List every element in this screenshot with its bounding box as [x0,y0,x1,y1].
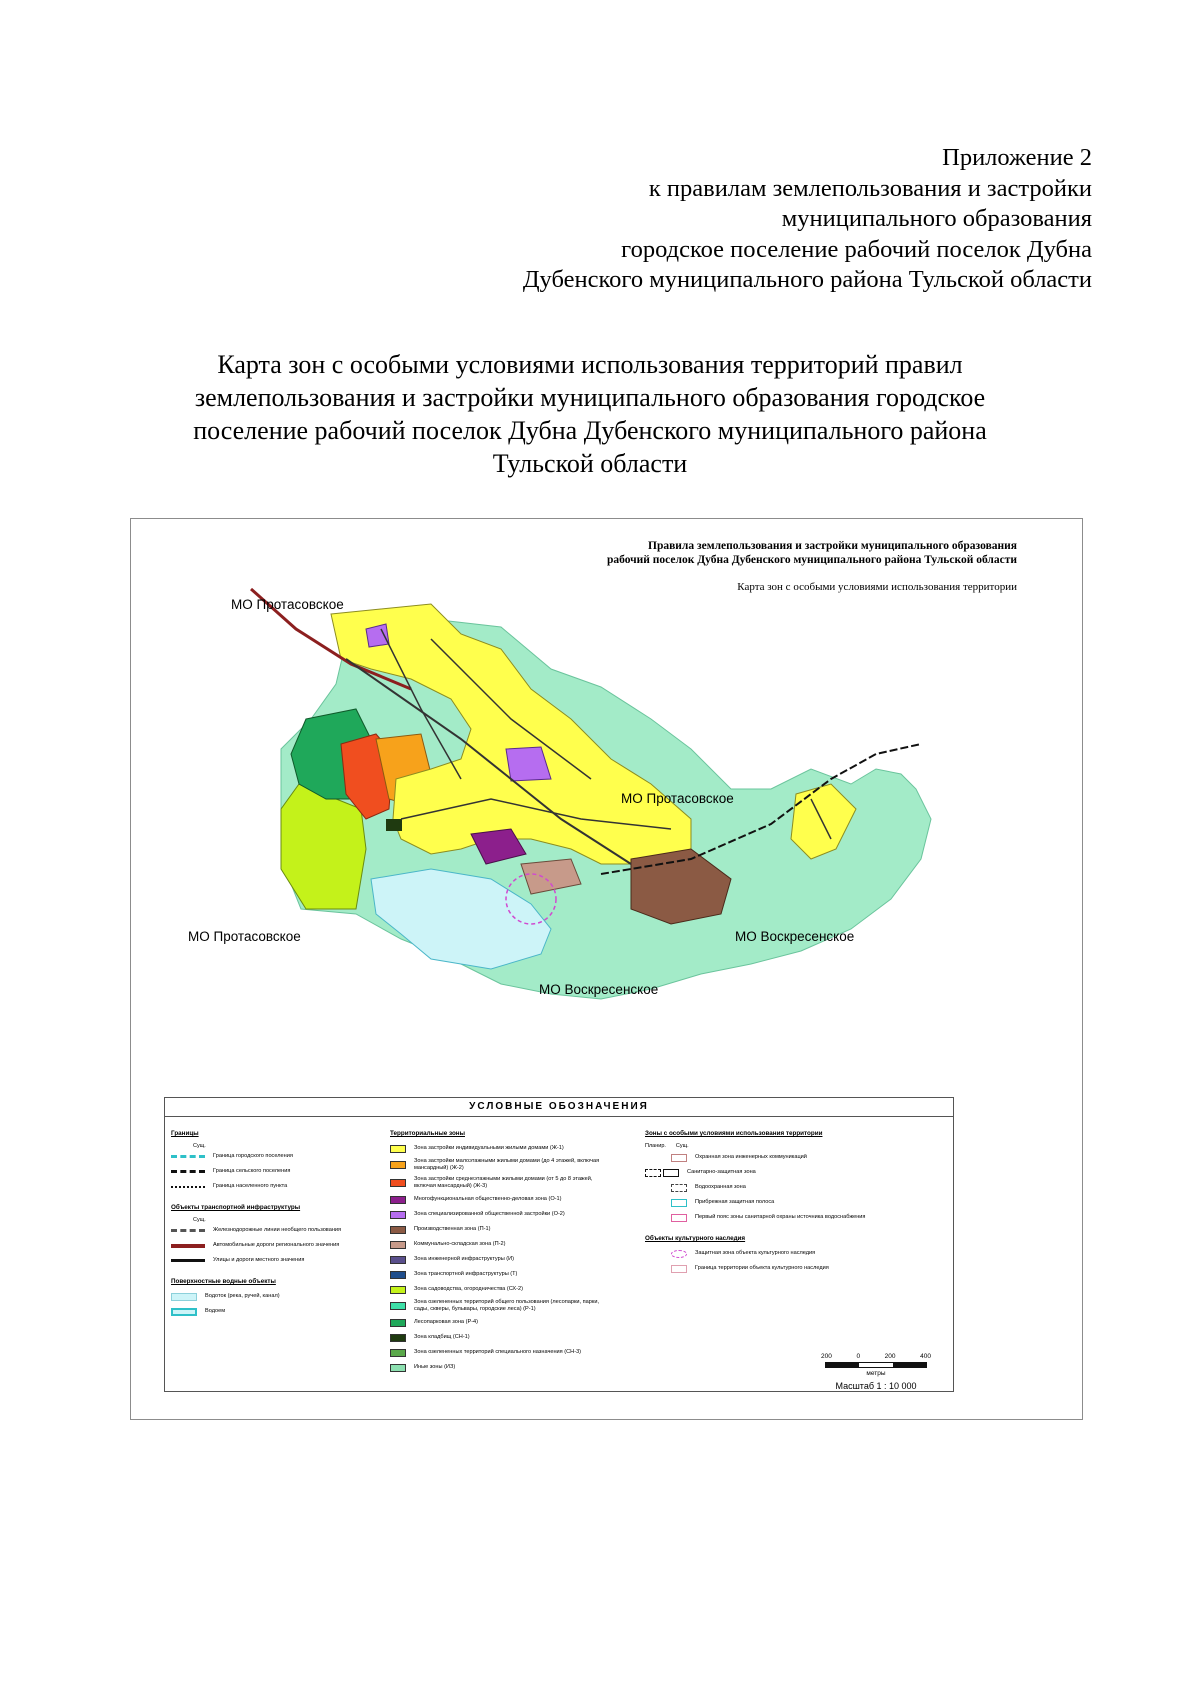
title-line: землепользования и застройки муниципального образования городское [194,383,986,412]
legend-item [171,1240,371,1251]
sanitary-zone-swatch [663,1169,679,1177]
legend-item [171,1306,371,1317]
map-header-line: Правила землепользования и застройки муниципального образования [648,540,1017,552]
legend-item [645,1248,895,1259]
legend-label: Зона специализированной общественной застройки (О-2) [414,1211,565,1217]
legend-item [171,1151,371,1162]
neighbor-label: МО Протасовское [188,929,301,944]
legend-heading: Объекты культурного наследия [645,1235,746,1242]
legend-item [390,1158,610,1172]
legend-item [645,1263,895,1274]
legend-label: Иные зоны (ИЗ) [414,1364,456,1370]
neighbor-label: МО Протасовское [231,597,344,612]
scale-tick: 200 [884,1353,896,1360]
neighbor-label: МО Воскресенское [735,929,855,944]
legend-label: Граница территории объекта культурного наследия [695,1265,829,1271]
map-subtitle: Карта зон с особыми условиями использования территории [737,581,1017,593]
legend-label: Граница сельского поселения [213,1168,291,1174]
legend-item [171,1166,371,1177]
legend-item [390,1224,610,1235]
legend-item [390,1209,610,1220]
scale-tick: 200 [821,1353,832,1360]
legend-item [171,1181,371,1192]
legend-item [390,1347,610,1358]
legend-label: Прибрежная защитная полоса [695,1199,775,1205]
legend-label: Водоохранная зона [695,1184,746,1190]
legend-sub: Сущ. [675,1143,689,1149]
scale-unit: метры [866,1370,886,1377]
watercourse-swatch [171,1293,197,1301]
scale-tick: 0 [856,1353,861,1360]
appendix-line: к правилам землепользования и застройки [648,174,1092,202]
zone-swatch [390,1334,406,1342]
legend-item [390,1269,610,1280]
legend-subheads [645,1143,895,1149]
zone-swatch [390,1302,406,1310]
legend-item [390,1143,610,1154]
legend-label: Зона застройки малоэтажными жилыми домами (до 4 этажей, включая мансардный) (Ж-2) [414,1158,600,1171]
zone-swatch [390,1241,406,1249]
legend-label: Коммунально-складская зона (П-2) [414,1241,506,1247]
zone-swatch [390,1319,406,1327]
document-title [130,348,1050,480]
appendix-line: муниципального образования [781,205,1092,232]
regional-road-line [171,1244,205,1248]
legend-sub: Сущ. [193,1217,206,1223]
legend-label: Первый пояс зоны санитарной охраны источника водоснабжения [695,1214,866,1220]
legend-label: Водоем [205,1308,226,1314]
legend-item [390,1194,610,1205]
legend-label: Железнодорожные линии необщего пользования [213,1227,342,1233]
neighbor-label: МО Воскресенское [539,982,659,997]
legend-label: Зона инженерной инфраструктуры (И) [414,1256,515,1262]
legend-item [645,1152,895,1163]
scale-tick: 400 [920,1353,931,1360]
legend-heading: Поверхностные водные объекты [171,1278,276,1285]
legend-label: Граница населенного пункта [213,1183,288,1189]
title-line: Карта зон с особыми условиями использования территорий правил [217,350,963,379]
railway-line [171,1229,205,1232]
legend-item [390,1299,610,1313]
legend-sub: Сущ. [193,1143,206,1149]
scale-bar [821,1353,931,1391]
appendix-line: Дубенского муниципального района Тульской области [522,266,1092,293]
legend-label: Санитарно-защитная зона [687,1169,756,1175]
zone-swatch [390,1179,406,1187]
legend-label: Зона кладбищ (СН-1) [414,1334,470,1340]
legend-heading: Зоны с особыми условиями использования территории [645,1130,823,1137]
city-border-line [171,1155,205,1158]
legend-item [171,1225,371,1236]
legend-label: Улицы и дороги местного значения [213,1257,305,1263]
neighbor-label: МО Протасовское [621,791,734,806]
zone-swatch [390,1196,406,1204]
water-protection-swatch [671,1184,687,1192]
zone-swatch [390,1271,406,1279]
legend-col-special [645,1130,895,1278]
legend-label: Производственная зона (П-1) [414,1226,491,1232]
legend-label: Лесопарковая зона (Р-4) [414,1319,479,1325]
legend-label: Граница городского поселения [213,1153,293,1159]
reservoir-swatch [171,1308,197,1316]
scale-label: Масштаб 1 : 10 000 [835,1381,917,1391]
legend-label: Зона садоводства, огородничества (СХ-2) [414,1286,524,1292]
legend-heading: Объекты транспортной инфраструктуры [171,1204,301,1211]
legend-label: Охранная зона инженерных коммуникаций [695,1154,807,1160]
legend-item [390,1317,610,1328]
legend-item [645,1197,895,1208]
sanitary-zone-plan-swatch [645,1169,661,1177]
heritage-zone-swatch [671,1250,687,1258]
zone-swatch [390,1211,406,1219]
legend-item [645,1212,895,1223]
utility-zone-swatch [671,1154,687,1162]
heritage-territory-swatch [671,1265,687,1273]
scale-ticks [821,1353,931,1360]
legend-item [390,1332,610,1343]
legend-item [390,1362,610,1373]
legend-heading: Территориальные зоны [390,1130,465,1137]
appendix-caption [523,143,1092,296]
legend-label: Защитная зона объекта культурного наследия [695,1250,816,1256]
scale-graduation [825,1362,927,1368]
legend-label: Зона застройки среднеэтажными жилыми домами (от 5 до 8 этажей, включая мансардный) (Ж-3) [414,1176,593,1189]
map-header-line: рабочий поселок Дубна Дубенского муниципального района Тульской области [606,554,1017,566]
legend-label: Водоток (река, ручей, канал) [205,1293,280,1299]
coastal-strip-swatch [671,1199,687,1207]
legend-label: Зона застройки индивидуальными жилыми домами (Ж-1) [414,1145,564,1151]
appendix-line: городское поселение рабочий поселок Дубна [621,235,1092,263]
legend-item [171,1291,371,1302]
legend-label: Зона транспортной инфраструктуры (Т) [414,1271,518,1277]
zone-sn1 [386,819,402,831]
legend-title: УСЛОВНЫЕ ОБОЗНАЧЕНИЯ [165,1098,953,1117]
title-line: Тульской области [492,449,688,478]
legend-item [390,1284,610,1295]
zone-swatch [390,1349,406,1357]
legend-item [390,1239,610,1250]
legend-item [390,1176,610,1190]
legend-item [645,1167,895,1178]
legend-label: Зона озелененных территорий общего пользования (лесопарки, парки, сады, скверы, бульвары, городские леса) (Р-1) [414,1299,600,1312]
legend-label: Зона озелененных территорий специального назначения (СН-3) [414,1349,582,1355]
legend-col-zones [390,1130,610,1377]
legend-item [171,1255,371,1266]
legend-col-borders [171,1130,371,1321]
legend-item [645,1182,895,1193]
map-frame [130,518,1083,1420]
zone-swatch [390,1145,406,1153]
zone-swatch [390,1161,406,1169]
appendix-line: Приложение 2 [942,144,1092,171]
legend-sub: Планир. [645,1143,666,1149]
zone-list [390,1143,610,1373]
local-road-line [171,1259,205,1262]
map-legend [164,1097,954,1392]
title-line: поселение рабочий поселок Дубна Дубенского муниципального района [193,416,987,445]
settlement-border-line [171,1186,205,1188]
zone-swatch [390,1364,406,1372]
zone-swatch [390,1226,406,1234]
rural-border-line [171,1170,205,1173]
sanitary-belt-swatch [671,1214,687,1222]
legend-label: Многофункциональная общественно-деловая зона (О-1) [414,1196,562,1202]
zone-swatch [390,1286,406,1294]
legend-label: Автомобильные дороги регионального значения [213,1242,340,1248]
legend-item [390,1254,610,1265]
zone-swatch [390,1256,406,1264]
legend-heading: Границы [171,1130,199,1137]
